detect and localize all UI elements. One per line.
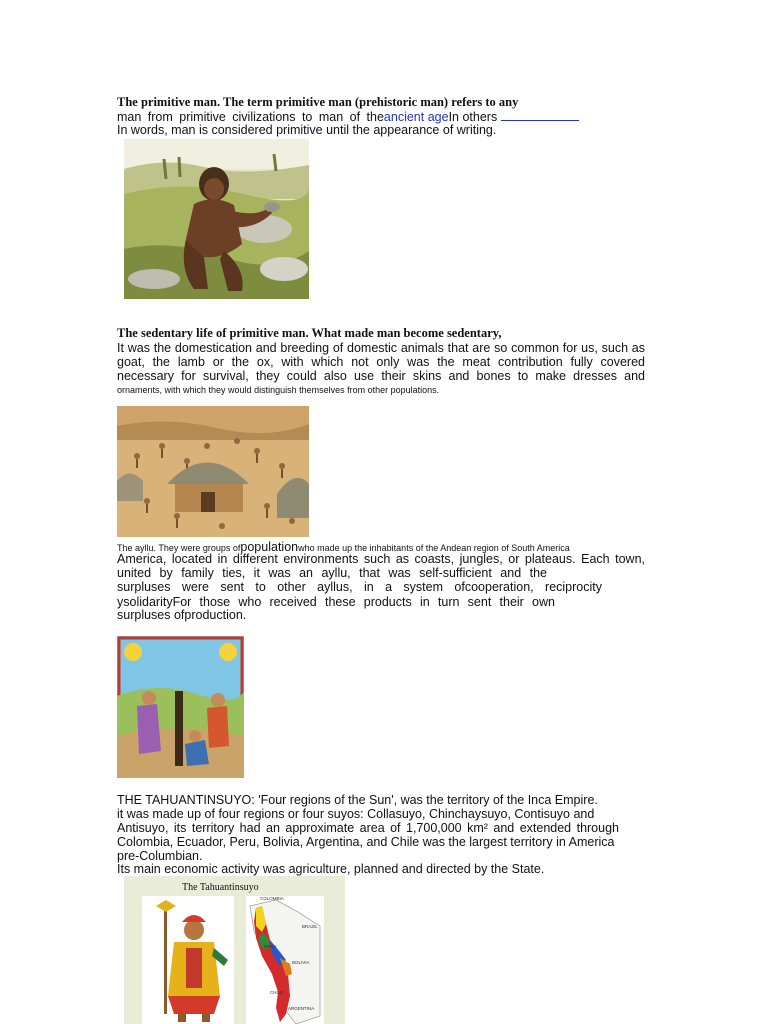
section2-small-line: ornaments, with which they would distinguish themselves from other populations. [117, 385, 440, 395]
section2-line-1: It was the domestication and breeding of domestic animals that are so common for us, such as [117, 341, 645, 355]
section2-line-2: goat, the lamb or the ox, with which not only was the meat contribution fully covered [117, 355, 645, 369]
section3-line-3: surpluses were sent to other ayllus, in a system ofcooperation, reciprocity [117, 580, 602, 594]
section4-line-5: pre-Columbian. [117, 849, 203, 863]
map-label-argentina: ARGENTINA [288, 1006, 315, 1011]
map-label-bolivia: BOLIVIA [292, 960, 310, 965]
caption-text-big: population [240, 540, 299, 554]
section4-line-2: it was made up of four regions or four suyos: Collasuyo, Chinchaysuyo, Contisuyo and [117, 807, 595, 821]
primitive-man-image [124, 139, 309, 299]
tahuantinsuyo-image [124, 876, 345, 1024]
line2-text-b: In others [448, 110, 498, 124]
ancient-age-link[interactable]: ancient age [383, 110, 449, 124]
inca-agriculture-image [117, 636, 244, 778]
section3-line-1: America, located in different environments such as coasts, jungles, or plateaus. Each town, [117, 552, 645, 566]
map-label-chile: CHILE [270, 990, 284, 995]
section4-line-4: Colombia, Ecuador, Peru, Bolivia, Argentina, and Chile was the largest territory in America [117, 835, 615, 849]
section3-line-5: surpluses ofproduction. [117, 608, 247, 622]
section3-line-4: ysolidarityFor those who received these products in turn sent their own [117, 595, 555, 609]
section4-line-6: Its main economic activity was agriculture, planned and directed by the State. [117, 862, 545, 876]
blank-link-underline[interactable] [501, 109, 579, 121]
map-label-peru: PERU [264, 944, 277, 949]
map-title: The Tahuantinsuyo [182, 882, 259, 893]
section1-line3: In words, man is considered primitive until the appearance of writing. [117, 123, 497, 137]
ayllu-village-image [117, 406, 309, 537]
line2-text: man from primitive civilizations to man of the [117, 110, 384, 124]
caption-text-a: The ayllu. They were groups of [117, 543, 241, 553]
section2-line-3: necessary for survival, they could also use their skins and bones to make dresses and [117, 369, 645, 383]
section1-line2 [117, 109, 597, 124]
section4-line-1: THE TAHUANTINSUYO: 'Four regions of the Sun', was the territory of the Inca Empire. [117, 793, 598, 807]
inca-figure [142, 896, 234, 1024]
tahuantinsuyo-map [246, 896, 324, 1024]
caption-text-b: who made up the inhabitants of the Andean region of South America [298, 543, 570, 553]
section4-line-3: Antisuyo, its territory had an approximate area of 1,700,000 km² and extended through [117, 821, 619, 835]
map-label-brazil: BRAZIL [302, 924, 318, 929]
section2-heading: The sedentary life of primitive man. What made man become sedentary, [117, 326, 502, 340]
section3-line-2: united by family ties, it was an ayllu, that was self-sufficient and the [117, 566, 547, 580]
map-label-colombia: COLOMBIA [260, 896, 284, 901]
section1-heading: The primitive man. The term primitive man (prehistoric man) refers to any [117, 95, 519, 109]
